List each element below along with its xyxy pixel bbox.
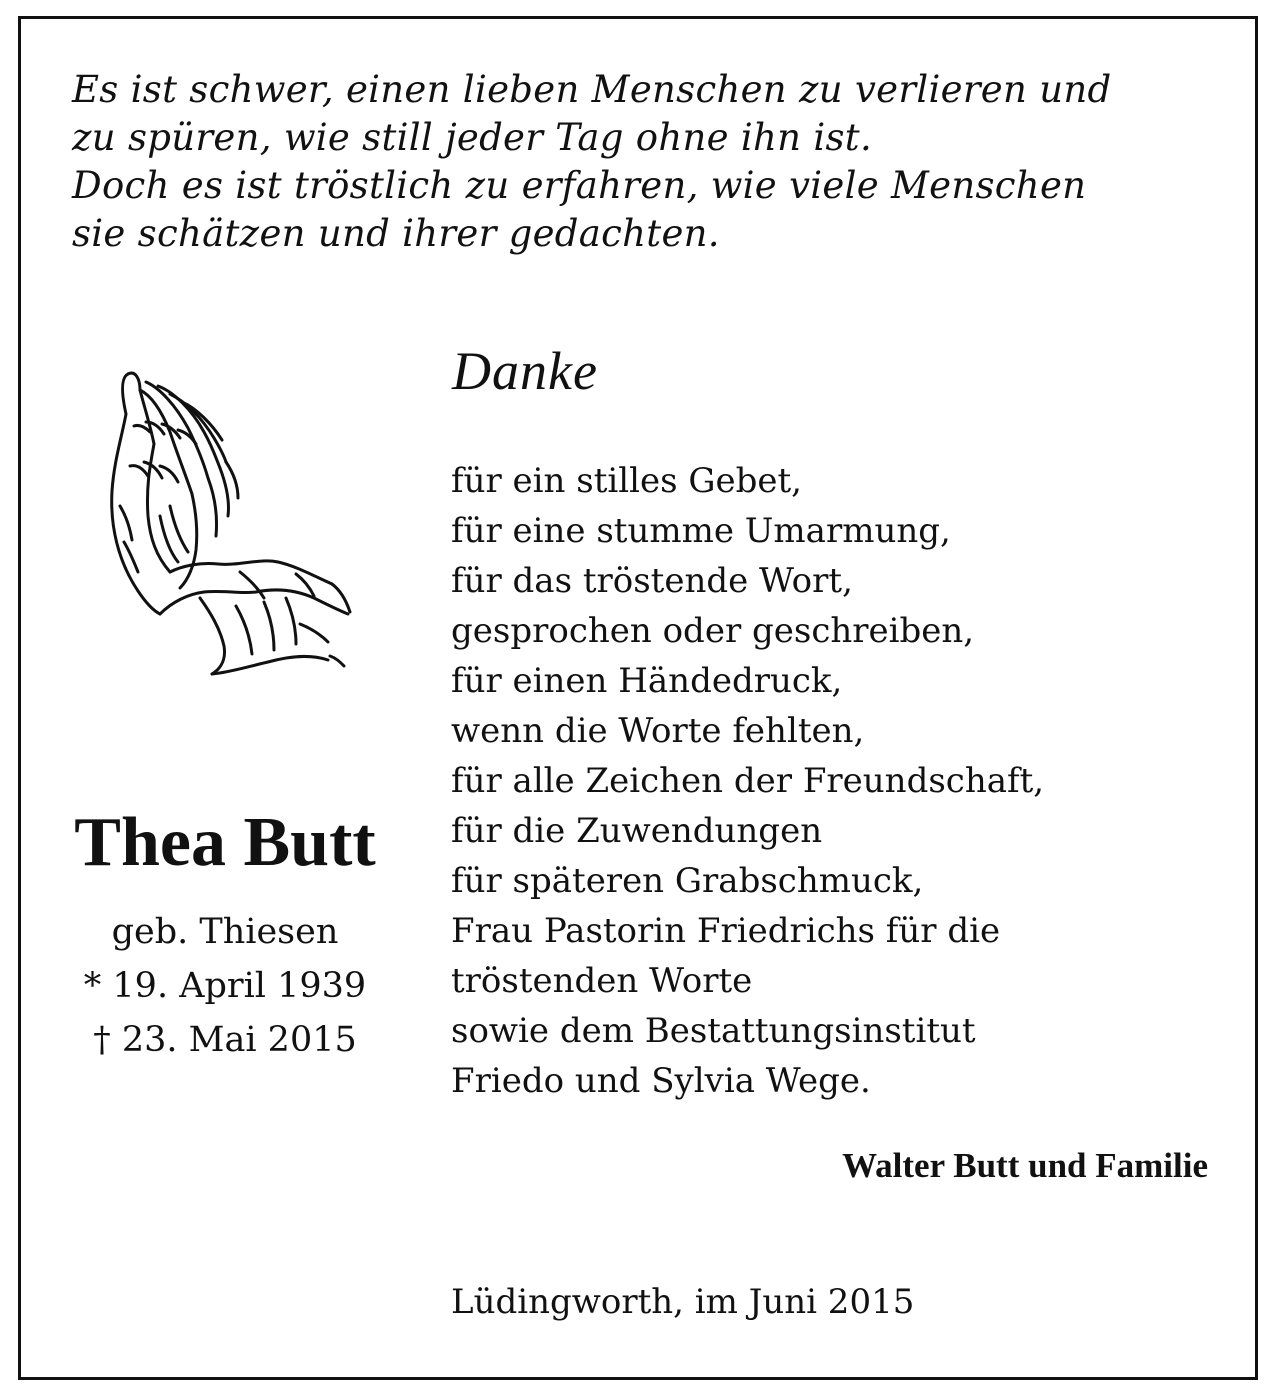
intro-line: sie schätzen und ihrer gedachten. — [72, 212, 720, 255]
intro-line: Es ist schwer, einen lieben Menschen zu verlieren und — [72, 68, 1112, 111]
thanks-line: gesprochen oder geschreiben, — [451, 611, 975, 651]
family-signature: Walter Butt und Familie — [842, 1146, 1208, 1185]
thanks-line: für eine stumme Umarmung, — [451, 511, 951, 551]
thanks-line: tröstenden Worte — [451, 961, 753, 1001]
thanks-line: für späteren Grabschmuck, — [451, 861, 924, 901]
intro-line: Doch es ist tröstlich zu erfahren, wie viele Menschen — [72, 164, 1087, 207]
place-date: Lüdingworth, im Juni 2015 — [451, 1282, 915, 1322]
thanks-line: Frau Pastorin Friedrichs für die — [451, 911, 1001, 951]
thanks-line: sowie dem Bestattungsinstitut — [451, 1011, 976, 1051]
thanks-line: für einen Händedruck, — [451, 661, 843, 701]
death-date: † 23. Mai 2015 — [93, 1020, 357, 1060]
intro-verse — [72, 66, 1222, 258]
thanks-line: Friedo und Sylvia Wege. — [451, 1061, 871, 1101]
thanks-list — [451, 456, 1044, 1106]
birth-date: * 19. April 1939 — [83, 966, 367, 1006]
intro-line: zu spüren, wie still jeder Tag ohne ihn ist. — [72, 116, 873, 159]
thanks-heading: Danke — [452, 341, 598, 401]
deceased-name: Thea Butt — [74, 804, 376, 881]
thanks-line: für ein stilles Gebet, — [451, 461, 802, 501]
thanks-line: wenn die Worte fehlten, — [451, 711, 865, 751]
birth-name: geb. Thiesen — [111, 912, 339, 952]
praying-hands-icon — [100, 366, 355, 678]
deceased-details — [40, 905, 410, 1067]
thanks-line: für die Zuwendungen — [451, 811, 823, 851]
thanks-line: für alle Zeichen der Freundschaft, — [451, 761, 1045, 801]
thanks-line: für das tröstende Wort, — [451, 561, 853, 601]
